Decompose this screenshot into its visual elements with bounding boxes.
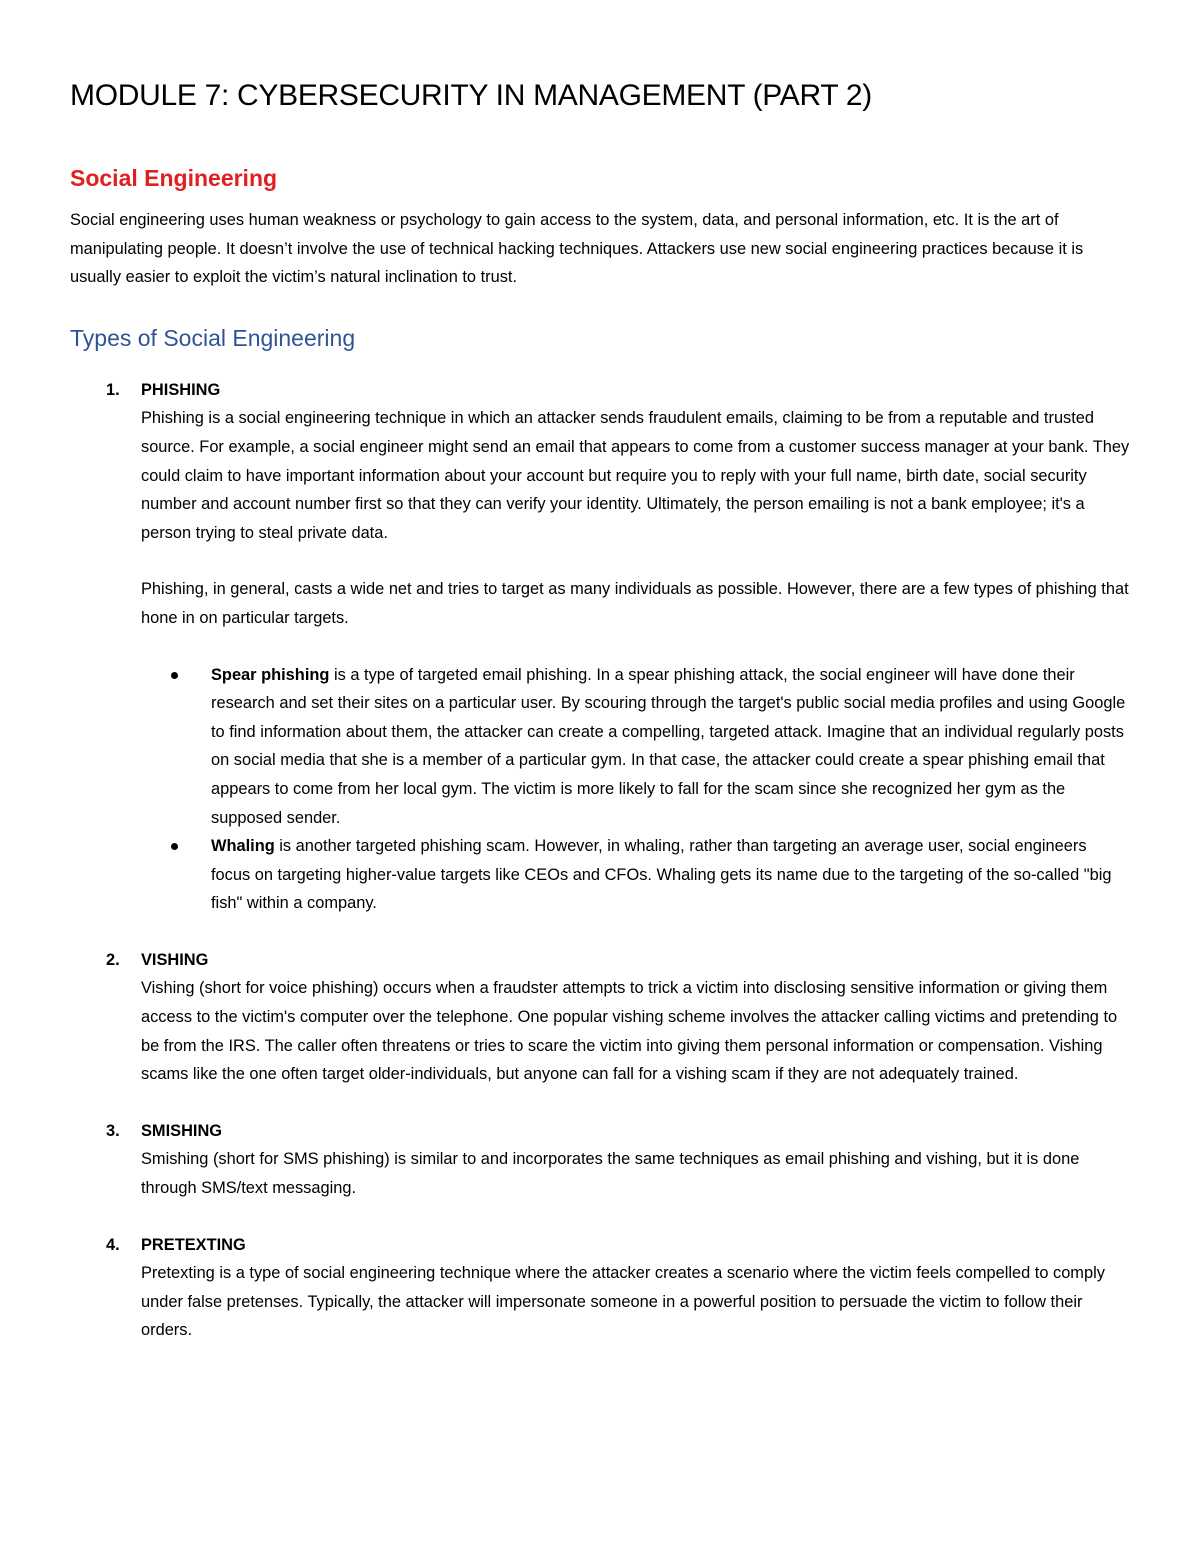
list-item-pretexting xyxy=(70,1231,1130,1345)
list-number: 1. xyxy=(106,380,120,399)
social-engineering-intro: Social engineering uses human weakness or psychology to gain access to the system, data, and personal information, etc. It is the art of manipulating people. It doesn’t involve the use of technical hacking techniques. Attackers use new social engineering practices because it is usually easier to exploit the victim’s natural inclination to trust. xyxy=(70,211,1084,287)
page-title: MODULE 7: CYBERSECURITY IN MANAGEMENT (PART 2) xyxy=(70,79,872,112)
phishing-paragraph-2: Phishing, in general, casts a wide net and tries to target as many individuals as possible. However, there are a few types of phishing that hone in on particular targets. xyxy=(141,580,1129,627)
list-item-vishing xyxy=(70,946,1130,1089)
subtype-text: is a type of targeted email phishing. In a spear phishing attack, the social engineer will have done their research and set their sites on a particular user. By scouring through the target's public social media profiles and using Google to find information about them, the attacker can create a compelling, targeted attack. Imagine that an individual regularly posts on social media that she is a member of a particular gym. In that case, the attacker could create a spear phishing email that appears to come from her local gym. The victim is more likely to fall for the scam since she recognized her gym as the supposed sender. xyxy=(211,665,1126,827)
item-heading-vishing: VISHING xyxy=(141,950,209,969)
subtype-term: Whaling xyxy=(211,837,275,856)
bullet-icon xyxy=(171,843,178,850)
subtype-spear-phishing xyxy=(141,661,1130,833)
social-engineering-heading: Social Engineering xyxy=(70,165,278,191)
pretexting-paragraph: Pretexting is a type of social engineering technique where the attacker creates a scenario where the victim feels compelled to comply under false pretenses. Typically, the attacker will impersonate someone in a powerful position to persuade the victim to follow their orders. xyxy=(141,1264,1105,1340)
subtype-term: Spear phishing xyxy=(211,665,330,684)
phishing-paragraph-1: Phishing is a social engineering technique in which an attacker sends fraudulent emails, claiming to be from a reputable and trusted source. For example, a social engineer might send an email that appears to come from a customer success manager at your bank. They could claim to have important information about your account but require you to reply with your full name, birth date, social security number and account number first so that they can verify your identity. Ultimately, the person emailing is not a bank employee; it's a person trying to steal private data. xyxy=(141,409,1130,542)
item-heading-smishing: SMISHING xyxy=(141,1121,223,1140)
item-heading-pretexting: PRETEXTING xyxy=(141,1235,246,1254)
item-heading-phishing: PHISHING xyxy=(141,380,221,399)
list-item-smishing xyxy=(70,1117,1130,1203)
subtype-text: is another targeted phishing scam. However, in whaling, rather than targeting an average user, social engineers focus on targeting higher-value targets like CEOs and CFOs. Whaling gets its name due to the targeting of the so-called "big fish" within a company. xyxy=(211,837,1112,913)
phishing-subtypes-list xyxy=(141,661,1130,918)
list-item-phishing xyxy=(70,376,1130,918)
subtype-whaling xyxy=(141,832,1130,918)
vishing-paragraph: Vishing (short for voice phishing) occurs when a fraudster attempts to trick a victim into disclosing sensitive information or giving them access to the victim's computer over the telephone. One popular vishing scheme involves the attacker calling victims and pretending to be from the IRS. The caller often threatens or tries to scare the victim into giving them personal information or compensation. Vishing scams like the one often target older-individuals, but anyone can fall for a vishing scam if they are not adequately trained. xyxy=(141,979,1118,1084)
document-page xyxy=(70,76,1130,1373)
types-heading: Types of Social Engineering xyxy=(70,324,356,351)
list-number: 3. xyxy=(106,1121,120,1140)
smishing-paragraph: Smishing (short for SMS phishing) is similar to and incorporates the same techniques as email phishing and vishing, but it is done through SMS/text messaging. xyxy=(141,1150,1080,1198)
types-list xyxy=(70,376,1130,1345)
list-number: 2. xyxy=(106,950,120,969)
bullet-icon xyxy=(171,672,178,679)
list-number: 4. xyxy=(106,1235,120,1254)
